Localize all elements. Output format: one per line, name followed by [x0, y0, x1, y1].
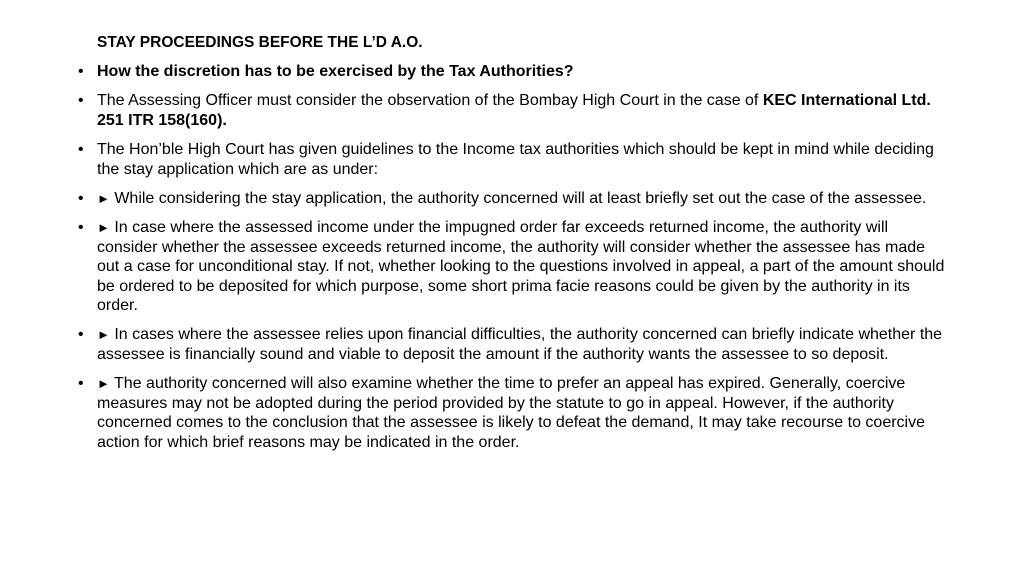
- bullet-text: The Hon’ble High Court has given guidelines to the Income tax authorities which should be kept in mind while deciding the stay application which are as under:: [97, 141, 934, 178]
- bullet-item-guideline-2: [78, 218, 948, 315]
- bullet-dot-icon: •: [78, 190, 84, 208]
- pointer-icon: ►: [97, 327, 110, 343]
- bullet-dot-icon: •: [78, 141, 84, 159]
- bullet-text: How the discretion has to be exercised by the Tax Authorities?: [97, 63, 574, 80]
- bullet-dot-icon: •: [78, 92, 84, 110]
- bullet-dot-icon: •: [78, 326, 84, 344]
- bullet-list: [78, 62, 948, 462]
- bullet-item-guideline-4: [78, 374, 948, 452]
- pointer-icon: ►: [97, 376, 110, 392]
- bullet-item-guideline-3: [78, 325, 948, 364]
- pointer-icon: ►: [97, 220, 110, 236]
- bullet-item-guidelines: [78, 140, 948, 179]
- bullet-item-guideline-1: [78, 189, 948, 208]
- bullet-dot-icon: •: [78, 375, 84, 393]
- bullet-dot-icon: •: [78, 63, 84, 80]
- bullet-text: In case where the assessed income under the impugned order far exceeds returned income, the authority will consider whether the assessee exceeds returned income, the authority will consider whether the assessee has made out a case for unconditional stay. If not, whether looking to the questions involved in appeal, a part of the amount should be ordered to be deposited for which purpose, some short prima facie reasons could be given by the authority in its order.: [97, 219, 945, 315]
- slide-title: STAY PROCEEDINGS BEFORE THE L’D A.O.: [97, 34, 423, 51]
- bullet-text: The authority concerned will also examine whether the time to prefer an appeal has expired. Generally, coercive measures may not be adopted during the period provided by the statute to go in appeal. However, if the authority concerned comes to the conclusion that the assessee is likely to defeat the demand, It may take recourse to coercive action for which brief reasons may be indicated in the order.: [97, 375, 925, 451]
- bullet-text: The Assessing Officer must consider the observation of the Bombay High Court in the case of: [97, 92, 763, 110]
- bullet-text: While considering the stay application, the authority concerned will at least briefly set out the case of the assessee.: [109, 190, 927, 208]
- pointer-icon: ►: [97, 191, 110, 207]
- bullet-dot-icon: •: [78, 219, 84, 237]
- bullet-item-assessing-officer: [78, 91, 948, 130]
- case-citation: KEC International Ltd. 251 ITR 158(160).: [97, 92, 931, 129]
- bullet-text: In cases where the assessee relies upon financial difficulties, the authority concerned can briefly indicate whether the assessee is financially sound and viable to deposit the amount if the authority wants the assessee to so deposit.: [97, 326, 943, 363]
- bullet-item-question: [78, 62, 948, 81]
